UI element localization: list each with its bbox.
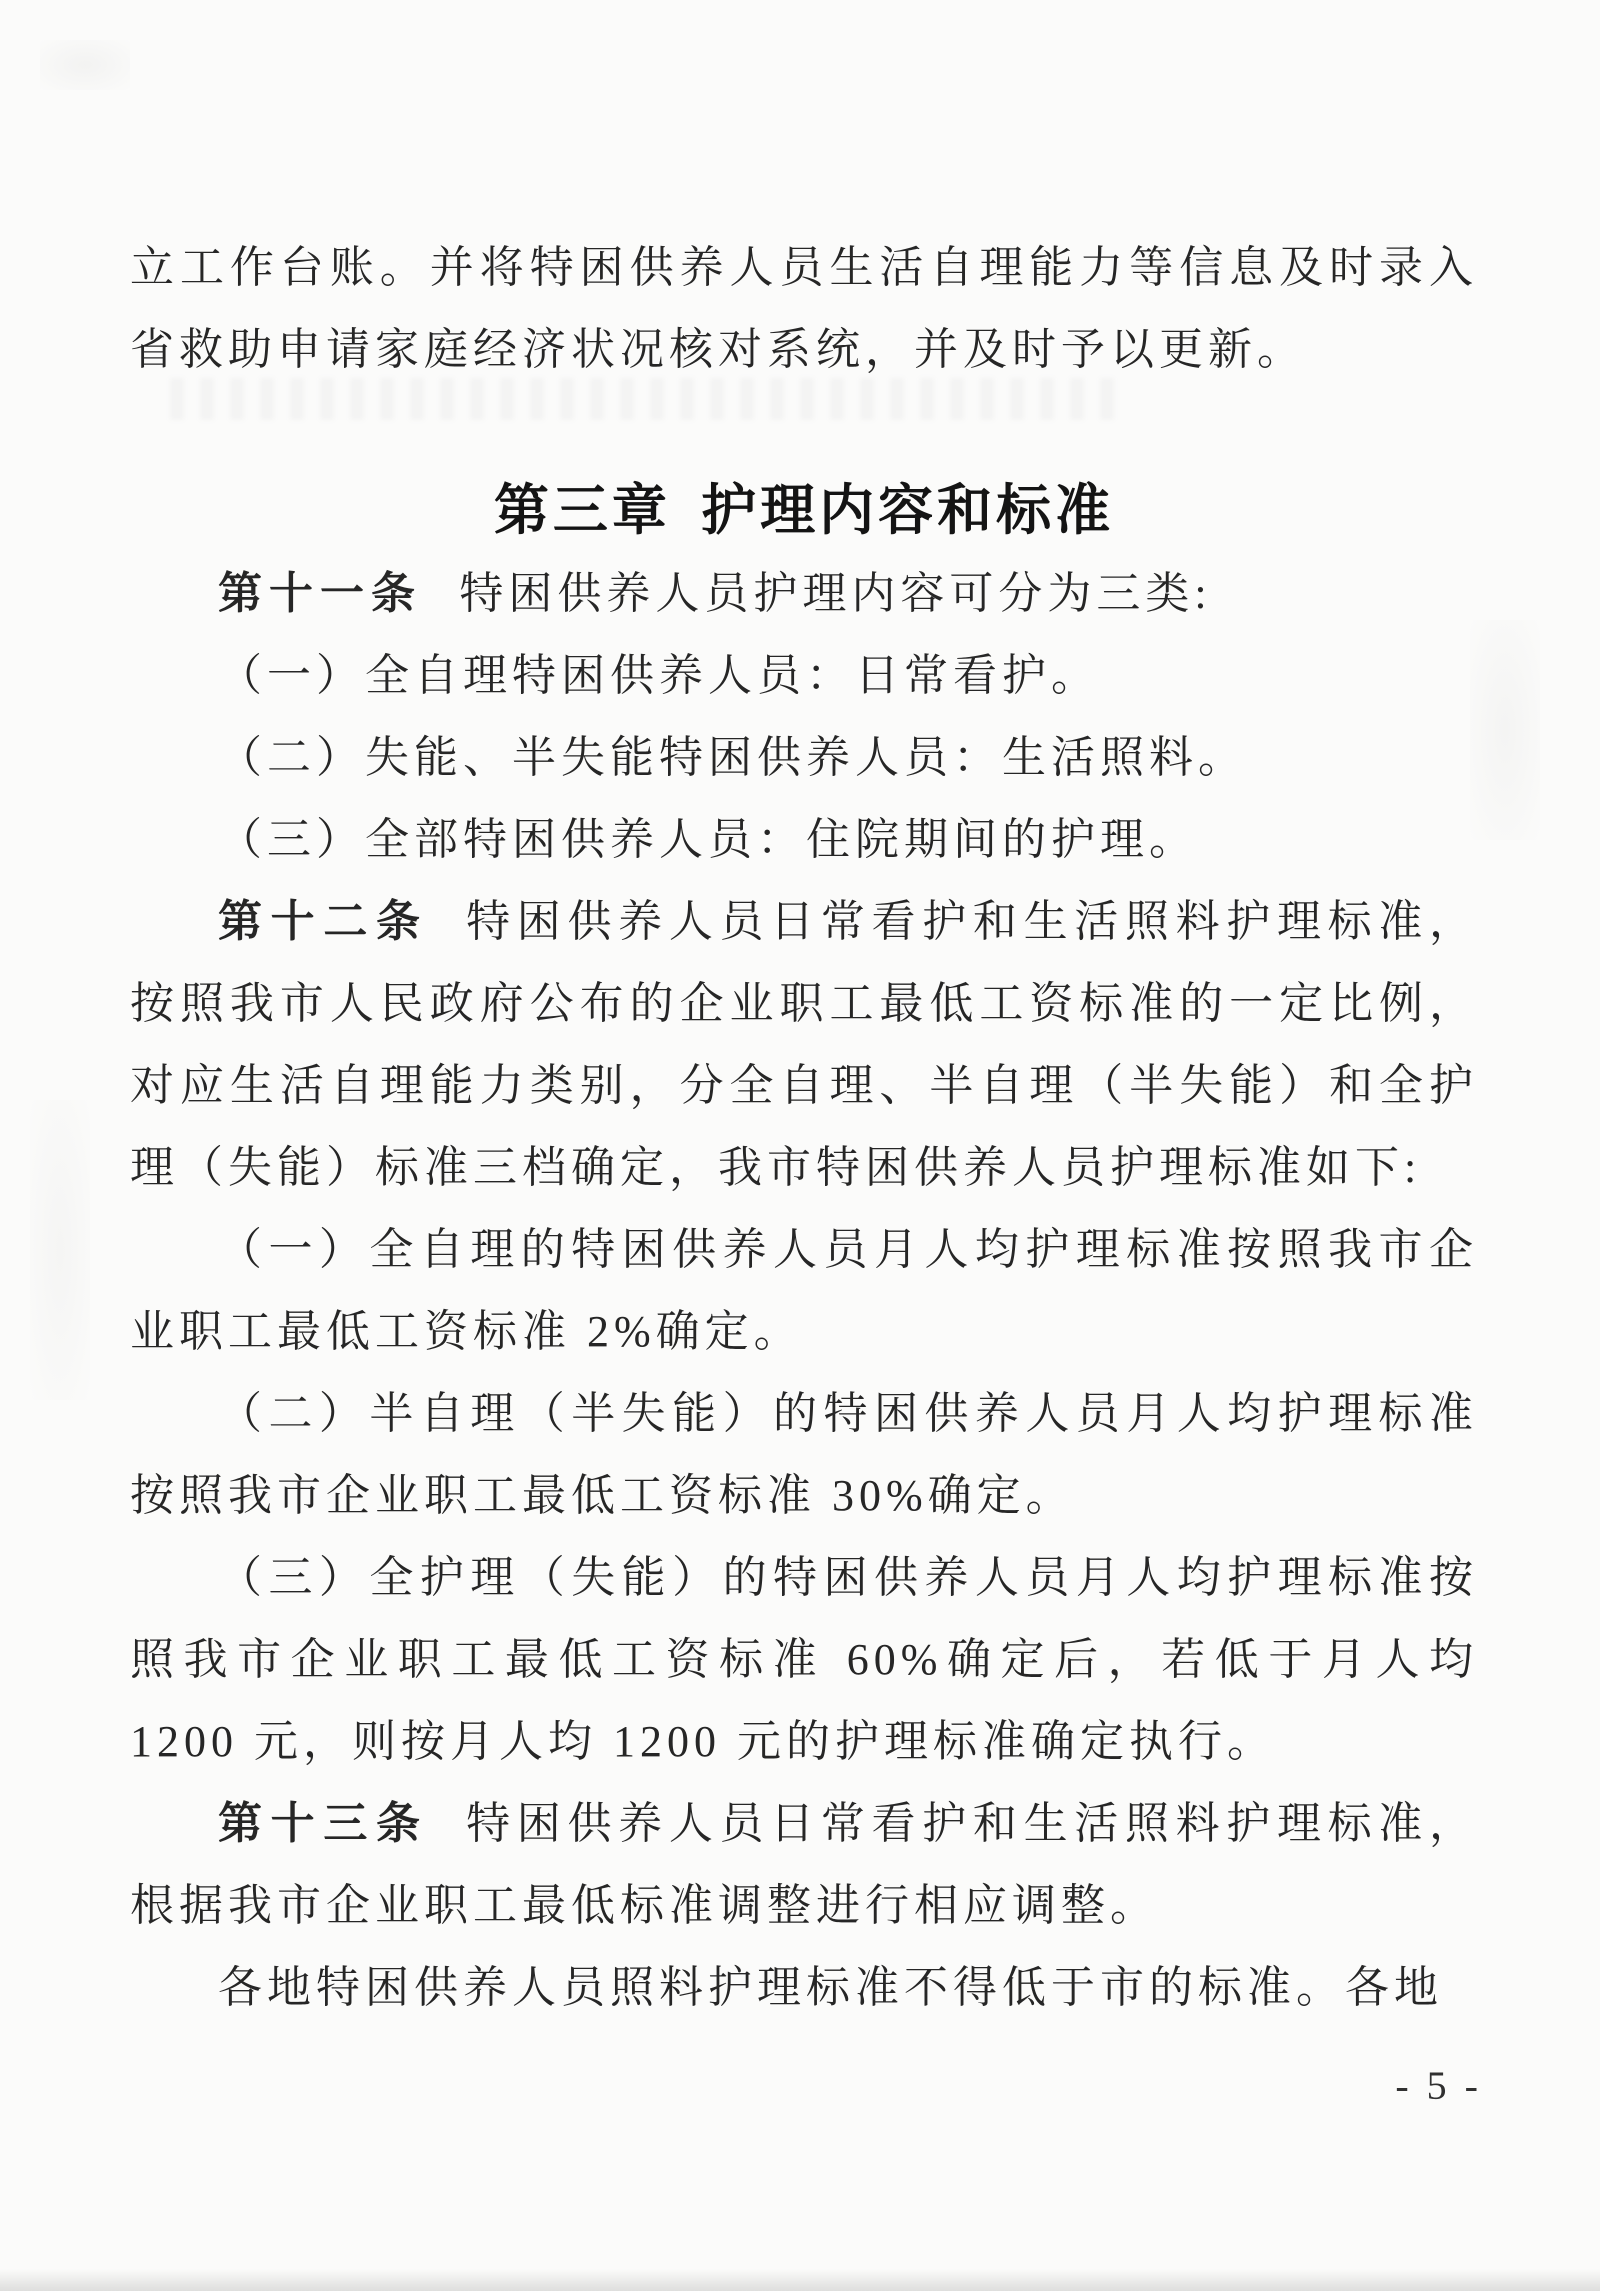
paragraph-text: （三）全部特困供养人员：住院期间的护理。 [218,815,1198,864]
paragraph-continuation [130,227,1478,391]
paragraph-article-12 [130,881,1478,1209]
paragraph-text: 特困供养人员日常看护和生活照料护理标准，按照我市人民政府公布的企业职工最低工资标准的一定比例，对应生活自理能力类别，分全自理、半自理（半失能）和全护理（失能）标准三档确定，我市特困供养人员护理标准如下: [130,897,1479,1192]
scanner-edge-shadow [0,2269,1600,2291]
paragraph-article-11 [130,553,1478,635]
paragraph-item-3 [130,799,1478,881]
paragraph-text: 特困供养人员护理内容可分为三类: [459,569,1212,618]
paragraph-text: （一）全自理的特困供养人员月人均护理标准按照我市企业职工最低工资标准 2%确定。 [130,1225,1478,1356]
scan-artifact [30,1100,90,1400]
article-label: 第十一条 [218,569,422,618]
document-body [130,227,1478,2029]
scan-artifact [40,40,130,90]
paragraph-text: 特困供养人员日常看护和生活照料护理标准，根据我市企业职工最低标准调整进行相应调整。 [130,1799,1479,1930]
chapter-heading [130,469,1478,551]
paragraph-item-1 [130,635,1478,717]
paragraph-item-2 [130,717,1478,799]
paragraph-text: （一）全自理特困供养人员：日常看护。 [218,651,1100,700]
paragraph-standard-1 [130,1209,1478,1373]
paragraph-local-standard [130,1947,1478,2029]
page-number: - 5 - [1395,2063,1482,2108]
paragraph-article-13 [130,1783,1478,1947]
paragraph-text: （三）全护理（失能）的特困供养人员月人均护理标准按照我市企业职工最低工资标准 60%确定后，若低于月人均 1200 元，则按月人均 1200 元的护理标准确定执行。 [130,1553,1478,1766]
paragraph-text: （二）失能、半失能特困供养人员：生活照料。 [218,733,1247,782]
scan-artifact [1470,620,1540,840]
paragraph-text: （二）半自理（半失能）的特困供养人员月人均护理标准按照我市企业职工最低工资标准 30%确定。 [130,1389,1478,1520]
paragraph-standard-2 [130,1373,1478,1537]
paragraph-standard-3 [130,1537,1478,1783]
paragraph-text: 立工作台账。并将特困供养人员生活自理能力等信息及时录入省救助申请家庭经济状况核对系统，并及时予以更新。 [130,243,1478,374]
chapter-title: 护理内容和标准 [701,479,1115,541]
article-label: 第十二条 [218,897,429,946]
chapter-number: 第三章 [493,479,671,541]
paragraph-text: 各地特困供养人员照料护理标准不得低于市的标准。各地 [218,1963,1443,2012]
article-label: 第十三条 [218,1799,429,1848]
